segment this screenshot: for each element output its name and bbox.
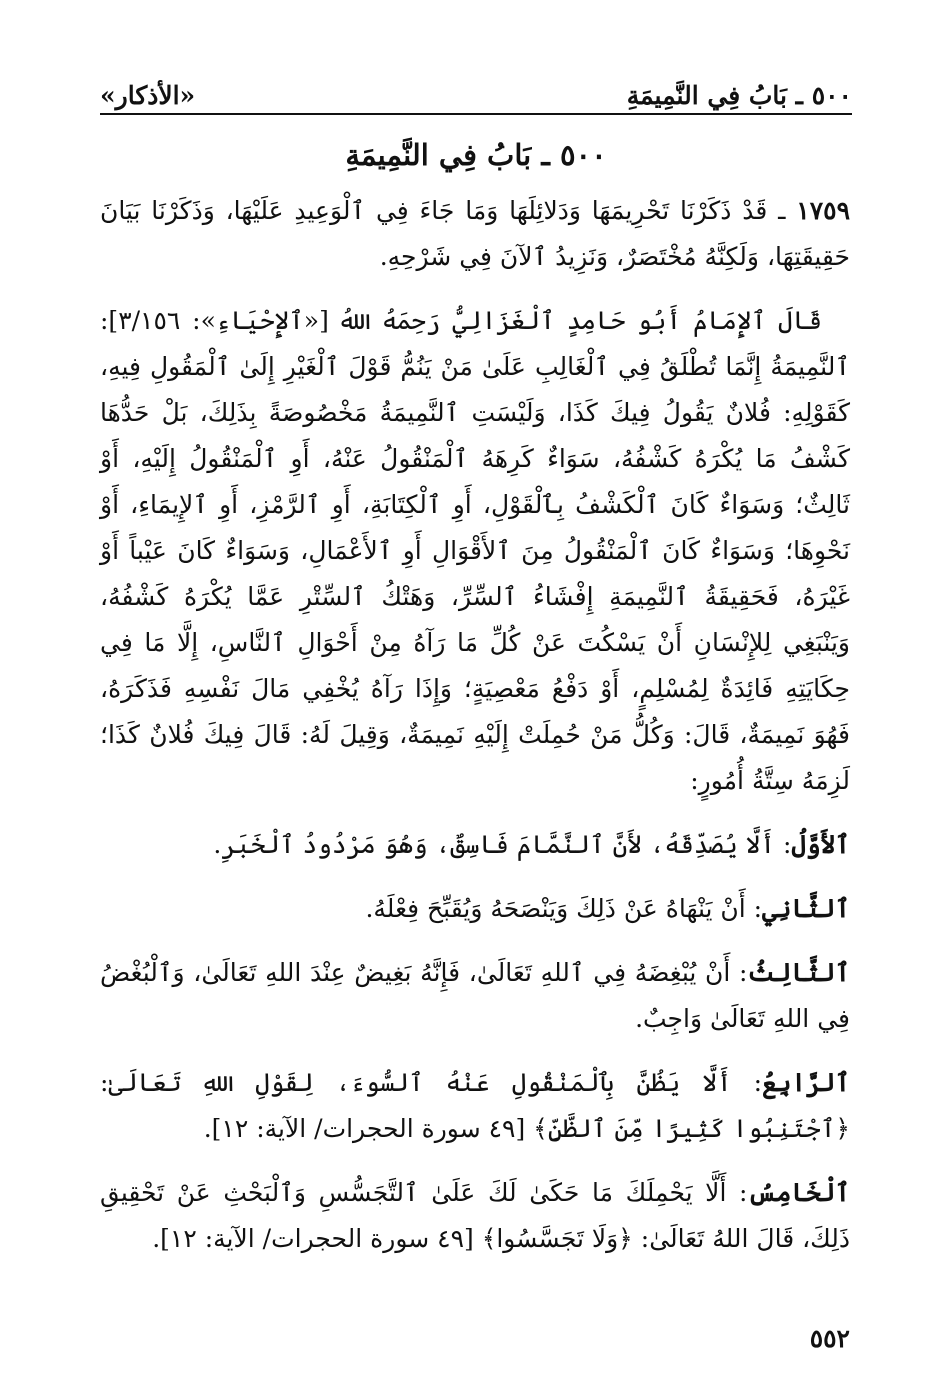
point-text: : أَلَّا يَحْمِلَكَ مَا حَكَىٰ لَكَ عَلَىٰ ٱلتَّجَسُّسِ وَٱلْبَحْثِ عَنْ تَحْقِيقِ ذَلِكَ، قَالَ اللهُ تَعَالَىٰ: ﴿وَلَا تَجَسَّسُوا﴾ [٤٩ سورة الحجرات/ الآية: ١٢]. [100, 1178, 850, 1253]
point-label: ٱلرَّابِعُ [762, 1068, 850, 1097]
point-5 [100, 1170, 850, 1262]
page-number: ٥٥٢ [809, 1324, 850, 1353]
point-text: : أَلَّا يُصَدِّقَهُ، لأَنَّ ٱلنَّمَّامَ فَاسِقٌ، وَهُوَ مَرْدُودُ ٱلْخَبَرِ. [213, 830, 792, 859]
point-label: ٱلثَّالِثُ [747, 958, 850, 987]
paragraph-text: ـ قَدْ ذَكَرْنَا تَحْرِيمَهَا وَدَلائِلَهَا وَمَا جَاءَ فِي ٱلْوَعِيدِ عَلَيْهَا، وَذَكَرْنَا بَيَانَ حَقِيقَتِهَا، وَلَكِنَّهُ مُخْتَصَرٌ، وَنَزِيدُ ٱلآنَ فِي شَرْحِهِ. [100, 196, 850, 271]
point-label: ٱلثَّانِي [762, 894, 850, 923]
point-1 [100, 822, 850, 868]
main-text [100, 188, 850, 1262]
point-label: ٱلأَوَّلُ [791, 830, 850, 859]
header-chapter-title: ٥٠٠ ـ بَابُ فِي النَّمِيمَةِ [626, 81, 852, 110]
running-header [100, 66, 852, 110]
point-3 [100, 950, 850, 1042]
header-book-title: «الأذكار» [100, 81, 196, 110]
point-text: : أَنْ يُبْغِضَهُ فِي ٱللهِ تَعَالَىٰ، فَإِنَّهُ بَغِيضٌ عِنْدَ اللهِ تَعَالَىٰ، وَٱلْبُغْضُ فِي اللهِ تَعَالَىٰ وَاجِبٌ. [100, 958, 850, 1033]
paragraph-1759 [100, 188, 850, 280]
paragraph-number: ١٧٥٩ [796, 196, 850, 225]
point-label: ٱلْخَامِسُ [747, 1178, 850, 1207]
chapter-title: ٥٠٠ ـ بَابُ فِي النَّمِيمَةِ [345, 138, 607, 172]
paragraph-ghazali-quote: قَالَ ٱلإِمَامُ أَبُو حَامِدٍ ٱلْغَزَالِيُّ رَحِمَهُ اللهُ [«ٱلإِحْيَاءِ»: ٣/١٥٦]: ٱلنَّمِيمَةُ إِنَّمَا تُطْلَقُ فِي ٱلْغَالِبِ عَلَىٰ مَنْ يَنُمُّ قَوْلَ ٱلْغَيْرِ إِلَىٰ ٱلْمَقُولِ فِيهِ، كَقَوْلِهِ: فُلانٌ يَقُولُ فِيكَ كَذَا، وَلَيْسَتِ ٱلنَّمِيمَةُ مَخْصُوصَةً بِذَلِكَ، بَلْ حَدُّهَا كَشْفُ مَا يُكْرَهُ كَشْفُهُ، سَوَاءٌ كَرِهَهُ ٱلْمَنْقُولُ عَنْهُ، أَوِ ٱلْمَنْقُولُ إِلَيْهِ، أَوْ ثَالِثٌ؛ وَسَوَاءٌ كَانَ ٱلْكَشْفُ بِٱلْقَوْلِ، أَوِ ٱلْكِتَابَةِ، أَوِ ٱلرَّمْزِ، أَوِ ٱلإِيمَاءِ، أَوْ نَحْوِهَا؛ وَسَوَاءٌ كَانَ ٱلْمَنْقُولُ مِنَ ٱلأَقْوَالِ أَوِ ٱلأَعْمَالِ، وَسَوَاءٌ كَانَ عَيْباً أَوْ غَيْرَهُ، فَحَقِيقَةُ ٱلنَّمِيمَةِ إِفْشَاءُ ٱلسِّرِّ، وَهَتْكُ ٱلسِّتْرِ عَمَّا يُكْرَهُ كَشْفُهُ، وَيَنْبَغِي لِلإِنْسَانِ أَنْ يَسْكُتَ عَنْ كُلِّ مَا رَآهُ مِنْ أَحْوَالِ ٱلنَّاسِ، إِلَّا مَا فِي حِكَايَتِهِ فَائِدَةٌ لِمُسْلِمٍ، أَوْ دَفْعُ مَعْصِيَةٍ؛ وَإِذَا رَآهُ يُخْفِي مَالَ نَفْسِهِ فَذَكَرَهُ، فَهُوَ نَمِيمَةٌ، قَالَ: وَكُلُّ مَنْ حُمِلَتْ إِلَيْهِ نَمِيمَةٌ، وَقِيلَ لَهُ: قَالَ فِيكَ فُلانٌ كَذَا؛ لَزِمَهُ سِتَّةُ أُمُورٍ: [100, 306, 850, 795]
point-4 [100, 1060, 850, 1152]
point-text: : أَنْ يَنْهَاهُ عَنْ ذَلِكَ وَيَنْصَحَهُ وَيُقَبِّحَ فِعْلَهُ. [365, 894, 763, 923]
point-text: : أَلَّا يَظُنَّ بِٱلْمَنْقُولِ عَنْهُ ٱلسُّوءَ، لِقَوْلِ اللهِ تَعَالَىٰ: ﴿ٱجْتَنِبُوا كَثِيرًا مِّنَ ٱلظَّنِّ﴾ [٤٩ سورة الحجرات/ الآية: ١٢]. [100, 1068, 850, 1143]
point-2 [100, 886, 850, 932]
header-rule [100, 113, 852, 115]
